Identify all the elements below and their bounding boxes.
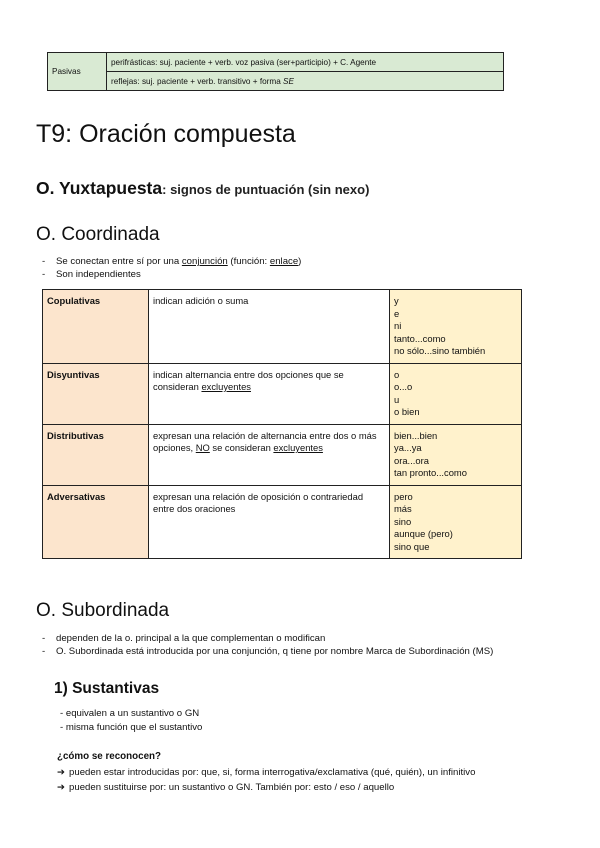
pasivas-row-reflejas: reflejas: suj. paciente + verb. transitivo + forma SE [107,72,504,91]
subordinada-heading: O. Subordinada [36,600,170,621]
desc-cell: expresan una relación de alternancia entre dos o más opciones, NO se consideran excluyentes [149,424,390,485]
pasivas-table [47,52,504,91]
table-row [43,485,522,559]
coordinada-table [42,289,522,559]
list-item: - misma función que el sustantivo [60,721,202,735]
pasivas-row-perifrasticas: perifrásticas: suj. paciente + verb. voz pasiva (ser+participio) + C. Agente [107,53,504,72]
yuxtapuesta-subtitle: : signos de puntuación (sin nexo) [162,182,370,197]
list-item: - O. Subordinada está introducida por una conjunción, q tiene por nombre Marca de Subordinación (MS) [42,645,493,658]
list-item: ➔ pueden sustituirse por: un sustantivo o GN. También por: esto / eso / aquello [57,781,475,796]
list-item: ➔ pueden estar introducidas por: que, si, forma interrogativa/exclamativa (qué, quién), un infinitivo [57,766,475,781]
desc-cell: indican adición o suma [149,290,390,364]
page-title: T9: Oración compuesta [36,120,296,148]
list-item: - equivalen a un sustantivo o GN [60,707,202,721]
table-row [43,424,522,485]
desc-cell: indican alternancia entre dos opciones que se consideran excluyentes [149,363,390,424]
list-item: - Se conectan entre sí por una conjunción (función: enlace) [42,255,301,268]
list-item: - Son independientes [42,268,301,281]
type-cell: Distributivas [43,424,149,485]
type-cell: Copulativas [43,290,149,364]
sustantivas-arrows [57,766,475,795]
sustantivas-question: ¿cómo se reconocen? [57,751,161,762]
yuxtapuesta-title: O. Yuxtapuesta [36,178,163,198]
coordinada-bullets [42,255,301,281]
conj-cell: bien...bien ya...ya ora...ora tan pronto...como [390,424,522,485]
coordinada-heading: O. Coordinada [36,224,160,245]
conj-cell: y e ni tanto...como no sólo...sino también [390,290,522,364]
type-cell: Disyuntivas [43,363,149,424]
conj-cell: o o...o u o bien [390,363,522,424]
conj-cell: pero más sino aunque (pero) sino que [390,485,522,559]
pasivas-label: Pasivas [48,53,107,91]
desc-cell: expresan una relación de oposición o contrariedad entre dos oraciones [149,485,390,559]
list-item: - dependen de la o. principal a la que complementan o modifican [42,632,493,645]
sustantivas-items [60,707,202,735]
subordinada-bullets [42,632,493,658]
table-row [43,363,522,424]
type-cell: Adversativas [43,485,149,559]
yuxtapuesta-heading [36,178,369,199]
table-row [43,290,522,364]
sustantivas-heading: 1) Sustantivas [54,680,160,697]
